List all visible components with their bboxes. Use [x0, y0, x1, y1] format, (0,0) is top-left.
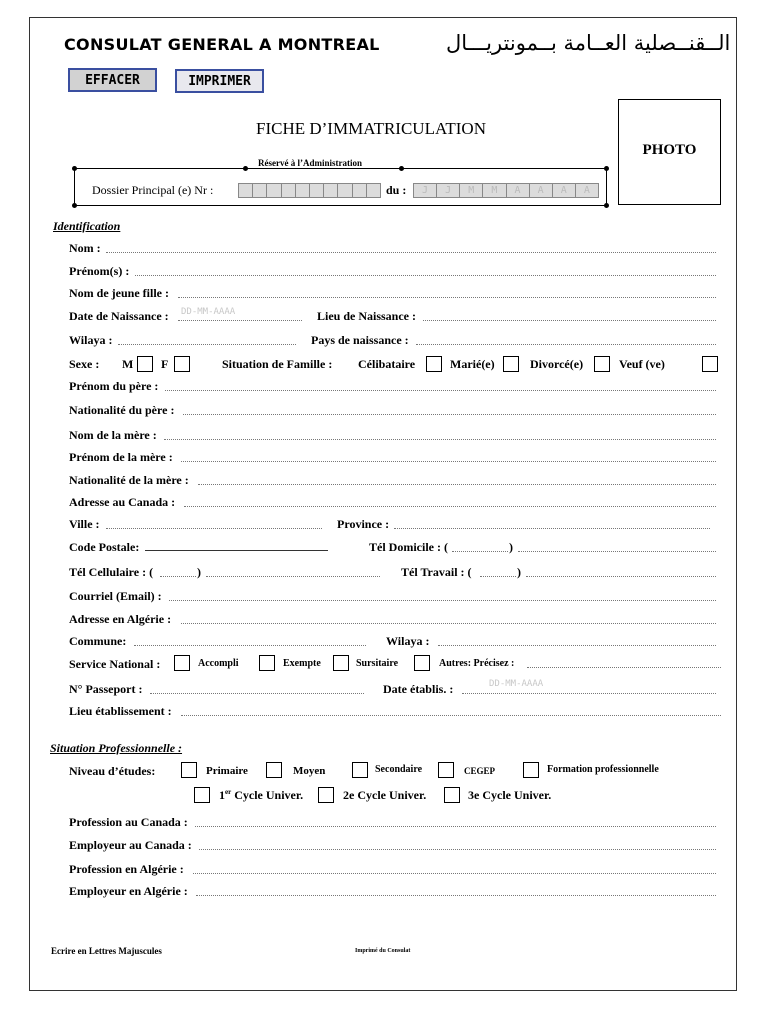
- prenoms-label: Prénom(s) :: [69, 264, 130, 278]
- marie-label: Marié(e): [450, 357, 495, 371]
- lieu-etablissement-field[interactable]: [181, 715, 721, 716]
- photo-box[interactable]: [618, 99, 721, 205]
- clear-button[interactable]: EFFACER: [68, 68, 157, 92]
- nom-jeune-fille-label: Nom de jeune fille :: [69, 286, 169, 300]
- date-etablis-label: Date établis. :: [383, 682, 454, 696]
- niveau-label: Niveau d’études:: [69, 764, 156, 778]
- identification-section-title: Identification: [53, 219, 121, 233]
- photo-label: PHOTO: [642, 142, 697, 158]
- sursitaire-label: Sursitaire: [356, 658, 399, 669]
- tel-cellulaire-label: Tél Cellulaire : (: [69, 565, 154, 579]
- formation-label: Formation professionnelle: [547, 764, 659, 775]
- professionnelle-section-title: Situation Professionnelle :: [50, 741, 183, 755]
- exempte-checkbox[interactable]: [259, 655, 275, 671]
- dossier-number-field[interactable]: [238, 183, 381, 198]
- formation-checkbox[interactable]: [523, 762, 539, 778]
- wilaya-field[interactable]: [118, 344, 296, 345]
- date-etablis-placeholder: DD-MM-AAAA: [489, 679, 544, 689]
- cycle2-checkbox[interactable]: [318, 787, 334, 803]
- moyen-label: Moyen: [293, 765, 326, 777]
- situation-famille-label: Situation de Famille :: [222, 357, 333, 371]
- employeur-canada-label: Employeur au Canada :: [69, 838, 192, 852]
- profession-canada-field[interactable]: [195, 826, 716, 827]
- wilaya2-field[interactable]: [438, 645, 716, 646]
- tel-cellulaire-field[interactable]: [206, 576, 380, 577]
- accompli-label: Accompli: [198, 658, 239, 669]
- cycle3-checkbox[interactable]: [444, 787, 460, 803]
- secondaire-label: Secondaire: [375, 764, 423, 775]
- sexe-m-checkbox[interactable]: [137, 356, 153, 372]
- du-date-field[interactable]: J J M M A A A A: [413, 183, 599, 198]
- employeur-algerie-field[interactable]: [196, 895, 716, 896]
- primaire-label: Primaire: [206, 765, 248, 777]
- code-postal-label: Code Postale:: [69, 540, 140, 554]
- lieu-naissance-field[interactable]: [423, 320, 716, 321]
- tel-travail-close: ): [517, 565, 521, 579]
- marie-checkbox[interactable]: [503, 356, 519, 372]
- tel-travail-field[interactable]: [526, 576, 716, 577]
- exempte-label: Exempte: [283, 658, 321, 669]
- sexe-label: Sexe :: [69, 357, 100, 371]
- passeport-field[interactable]: [150, 693, 364, 694]
- employeur-canada-field[interactable]: [199, 849, 716, 850]
- corner-dot: [243, 166, 248, 171]
- cycle1-label: 1er Cycle Univer.: [219, 788, 304, 802]
- du-label: du :: [386, 183, 407, 197]
- nom-field[interactable]: [106, 252, 716, 253]
- autres-checkbox[interactable]: [414, 655, 430, 671]
- nom-jeune-fille-field[interactable]: [178, 297, 716, 298]
- sexe-f-label: F: [161, 357, 169, 371]
- tel-cellulaire-close: ): [197, 565, 201, 579]
- employeur-algerie-label: Employeur en Algérie :: [69, 884, 188, 898]
- sexe-f-checkbox[interactable]: [174, 356, 190, 372]
- code-postal-field[interactable]: [145, 550, 328, 551]
- corner-dot: [72, 203, 77, 208]
- autres-label: Autres: Précisez :: [439, 658, 515, 669]
- lieu-naissance-label: Lieu de Naissance :: [317, 309, 416, 323]
- nationalite-mere-field[interactable]: [198, 484, 716, 485]
- date-naissance-label: Date de Naissance :: [69, 309, 169, 323]
- corner-dot: [399, 166, 404, 171]
- moyen-checkbox[interactable]: [266, 762, 282, 778]
- tel-travail-area[interactable]: [480, 576, 516, 577]
- cycle1-checkbox[interactable]: [194, 787, 210, 803]
- corner-dot: [604, 203, 609, 208]
- veuf-label: Veuf (ve): [619, 357, 665, 371]
- nom-label: Nom :: [69, 241, 101, 255]
- veuf-checkbox[interactable]: [702, 356, 718, 372]
- tel-cellulaire-area[interactable]: [160, 576, 196, 577]
- adresse-canada-field[interactable]: [184, 506, 716, 507]
- prenom-mere-label: Prénom de la mère :: [69, 450, 173, 464]
- province-label: Province :: [337, 517, 390, 531]
- pays-naissance-field[interactable]: [416, 344, 716, 345]
- lieu-etablissement-label: Lieu établissement :: [69, 704, 172, 718]
- passeport-label: N° Passeport :: [69, 682, 143, 696]
- adresse-algerie-field[interactable]: [181, 623, 716, 624]
- autres-field[interactable]: [527, 667, 721, 668]
- prenom-mere-field[interactable]: [181, 461, 716, 462]
- date-naissance-placeholder: DD-MM-AAAA: [181, 307, 236, 317]
- service-national-label: Service National :: [69, 657, 161, 671]
- tel-domicile-close: ): [509, 540, 513, 554]
- commune-field[interactable]: [134, 645, 366, 646]
- cegep-label: CEGEP: [464, 766, 496, 776]
- profession-canada-label: Profession au Canada :: [69, 815, 188, 829]
- courriel-label: Courriel (Email) :: [69, 589, 162, 603]
- secondaire-checkbox[interactable]: [352, 762, 368, 778]
- celibataire-checkbox[interactable]: [426, 356, 442, 372]
- sursitaire-checkbox[interactable]: [333, 655, 349, 671]
- ville-label: Ville :: [69, 517, 100, 531]
- tel-domicile-label: Tél Domicile : (: [369, 540, 448, 554]
- tel-domicile-field[interactable]: [518, 551, 716, 552]
- primaire-checkbox[interactable]: [181, 762, 197, 778]
- nom-mere-label: Nom de la mère :: [69, 428, 157, 442]
- wilaya-label: Wilaya :: [69, 333, 113, 347]
- consulate-title-fr: CONSULAT GENERAL A MONTREAL: [64, 35, 380, 54]
- nationalite-pere-label: Nationalité du père :: [69, 403, 175, 417]
- province-field[interactable]: [394, 528, 710, 529]
- print-button[interactable]: IMPRIMER: [175, 69, 264, 93]
- prenom-pere-label: Prénom du père :: [69, 379, 159, 393]
- ville-field[interactable]: [106, 528, 322, 529]
- nom-mere-field[interactable]: [164, 439, 716, 440]
- wilaya2-label: Wilaya :: [386, 634, 430, 648]
- footer-printed: Imprimé du Consulat: [355, 948, 411, 954]
- corner-dot: [604, 166, 609, 171]
- corner-dot: [72, 166, 77, 171]
- cycle2-label: 2e Cycle Univer.: [343, 788, 427, 802]
- prenoms-field[interactable]: [135, 275, 716, 276]
- cycle3-label: 3e Cycle Univer.: [468, 788, 552, 802]
- nationalite-pere-field[interactable]: [183, 414, 716, 415]
- dossier-label: Dossier Principal (e) Nr :: [92, 183, 214, 197]
- cegep-checkbox[interactable]: [438, 762, 454, 778]
- form-title: FICHE D’IMMATRICULATION: [256, 119, 486, 138]
- divorce-checkbox[interactable]: [594, 356, 610, 372]
- profession-algerie-field[interactable]: [193, 873, 716, 874]
- divorce-label: Divorcé(e): [530, 357, 584, 371]
- date-naissance-field[interactable]: [178, 320, 302, 321]
- pays-naissance-label: Pays de naissance :: [311, 333, 409, 347]
- footer-note: Ecrire en Lettres Majuscules: [51, 946, 162, 956]
- consulate-title-ar: الــقنــصلية العــامة بــمونتريـــال: [446, 31, 731, 55]
- tel-travail-label: Tél Travail : (: [401, 565, 472, 579]
- nationalite-mere-label: Nationalité de la mère :: [69, 473, 189, 487]
- profession-algerie-label: Profession en Algérie :: [69, 862, 184, 876]
- courriel-field[interactable]: [169, 600, 716, 601]
- commune-label: Commune:: [69, 634, 127, 648]
- adresse-algerie-label: Adresse en Algérie :: [69, 612, 172, 626]
- accompli-checkbox[interactable]: [174, 655, 190, 671]
- admin-label: Réservé à l’Administration: [255, 158, 365, 168]
- sexe-m-label: M: [122, 357, 134, 371]
- tel-domicile-area[interactable]: [452, 551, 508, 552]
- prenom-pere-field[interactable]: [165, 390, 716, 391]
- date-etablis-field[interactable]: [462, 693, 716, 694]
- adresse-canada-label: Adresse au Canada :: [69, 495, 176, 509]
- celibataire-label: Célibataire: [358, 357, 416, 371]
